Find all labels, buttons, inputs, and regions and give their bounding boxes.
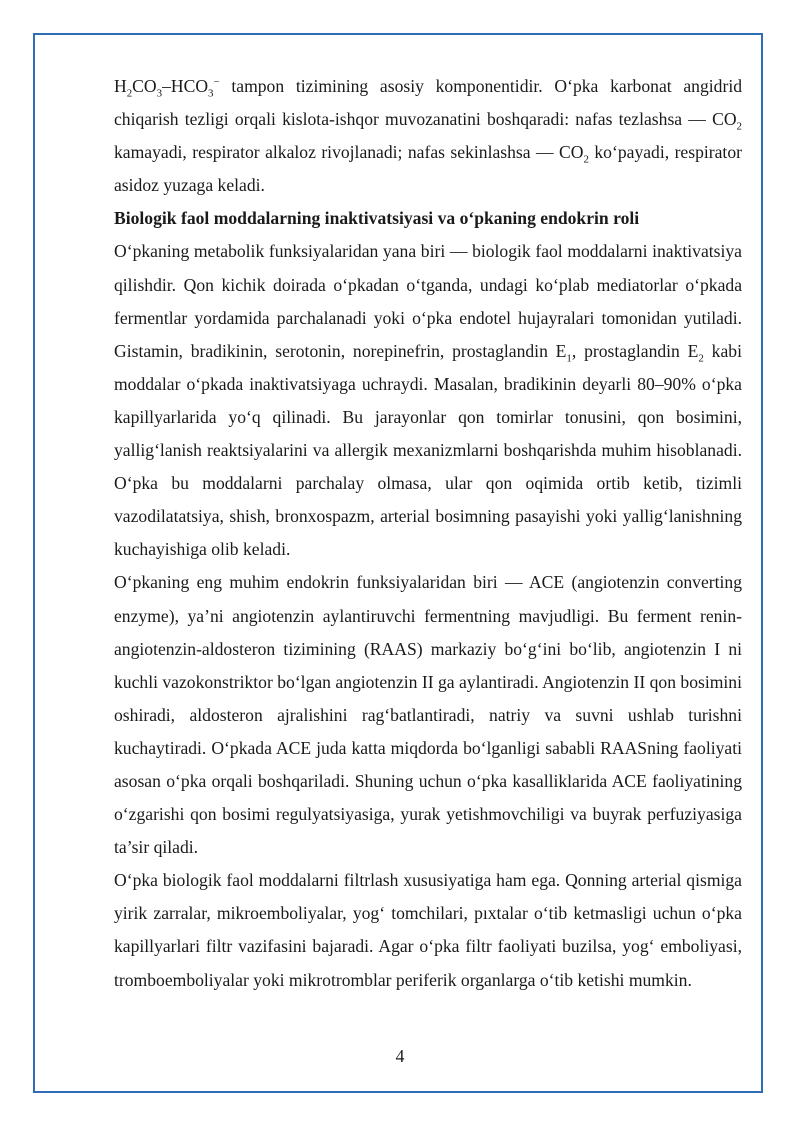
page-number: 4 (395, 1046, 405, 1066)
paragraph-filtration: O‘pka biologik faol moddalarni filtrlash xususiyatiga ham ega. Qonning arterial qismiga yirik zarralar, mikroemboliyalar, yog‘ tomchilari, pıxtalar o‘tib ketmasligi uchun o‘pka kapillyarlari filtr vazifasini bajaradi. Agar o‘pka filtr faoliyati buzilsa, yog‘ emboliyasi, tromboemboliyalar yoki mikrotromblar periferik organlarga o‘tib ketishi mumkin. (114, 870, 742, 990)
paragraph-ace: O‘pkaning eng muhim endokrin funksiyalaridan biri — ACE (angiotenzin converting enzyme), ya’ni angiotenzin aylantiruvchi fermentning mavjudligi. Bu ferment renin-angiotenzin-aldosteron tizimining (RAAS) markaziy bo‘g‘ini bo‘lib, angiotenzin I ni kuchli vazokonstriktor bo‘lgan angiotenzin II ga aylantiradi. Angiotenzin II qon bosimini oshiradi, aldosteron ajralishini rag‘batlantiradi, natriy va suvni ushlab turishni kuchaytiradi. O‘pkada ACE juda katta miqdorda bo‘lganligi sababli RAASning faoliyati asosan o‘pka orqali boshqariladi. Shuning uchun o‘pka kasalliklarida ACE faoliyatining o‘zgarishi qon bosimi regulyatsiyasiga, yurak yetishmovchiligi va buyrak perfuziyasiga ta’sir qiladi. (114, 572, 742, 858)
document-body (114, 70, 742, 997)
paragraph-buffer-system: $H_2CO_3-HCO_3^-$ tampon tizimining asosiy komponentidir. O‘pka karbonat angidrid chiqarish tezligi orqali kislota-ishqor muvozanatini boshqaradi: nafas tezlashsa — $CO_2$ kamayadi, respirator alkaloz rivojlanadi; nafas sekinlashsa — $CO_2$ ko‘payadi, respirator asidoz yuzaga keladi. (114, 76, 742, 196)
section-heading: Biologik faol moddalarning inaktivatsiyasi va o‘pkaning endokrin roli (114, 208, 640, 229)
paragraph-inactivation: O‘pkaning metabolik funksiyalaridan yana biri — biologik faol moddalarni inaktivatsiya qilishdir. Qon kichik doirada o‘pkadan o‘tganda, undagi ko‘plab mediatorlar o‘pkada fermentlar yordamida parchalanadi yoki o‘pka endotel hujayralari tomonidan yutiladi. Gistamin, bradikinin, serotonin, norepinefrin, prostaglandin $E_1$, prostaglandin $E_2$ kabi moddalar o‘pkada inaktivatsiyaga uchraydi. Masalan, bradikinin deyarli 80–90% o‘pka kapillyarlarida yo‘q qilinadi. Bu jarayonlar qon tomirlar tonusini, qon bosimini, yallig‘lanish reaktsiyalarini va allergik mexanizmlarni boshqarishda muhim hisoblanadi. O‘pka bu moddalarni parchalay olmasa, ular qon oqimida ortib ketib, tizimli vazodilatatsiya, shish, bronxospazm, arterial bosimning pasayishi yoki yallig‘lanishning kuchayishiga olib keladi. (114, 241, 742, 560)
